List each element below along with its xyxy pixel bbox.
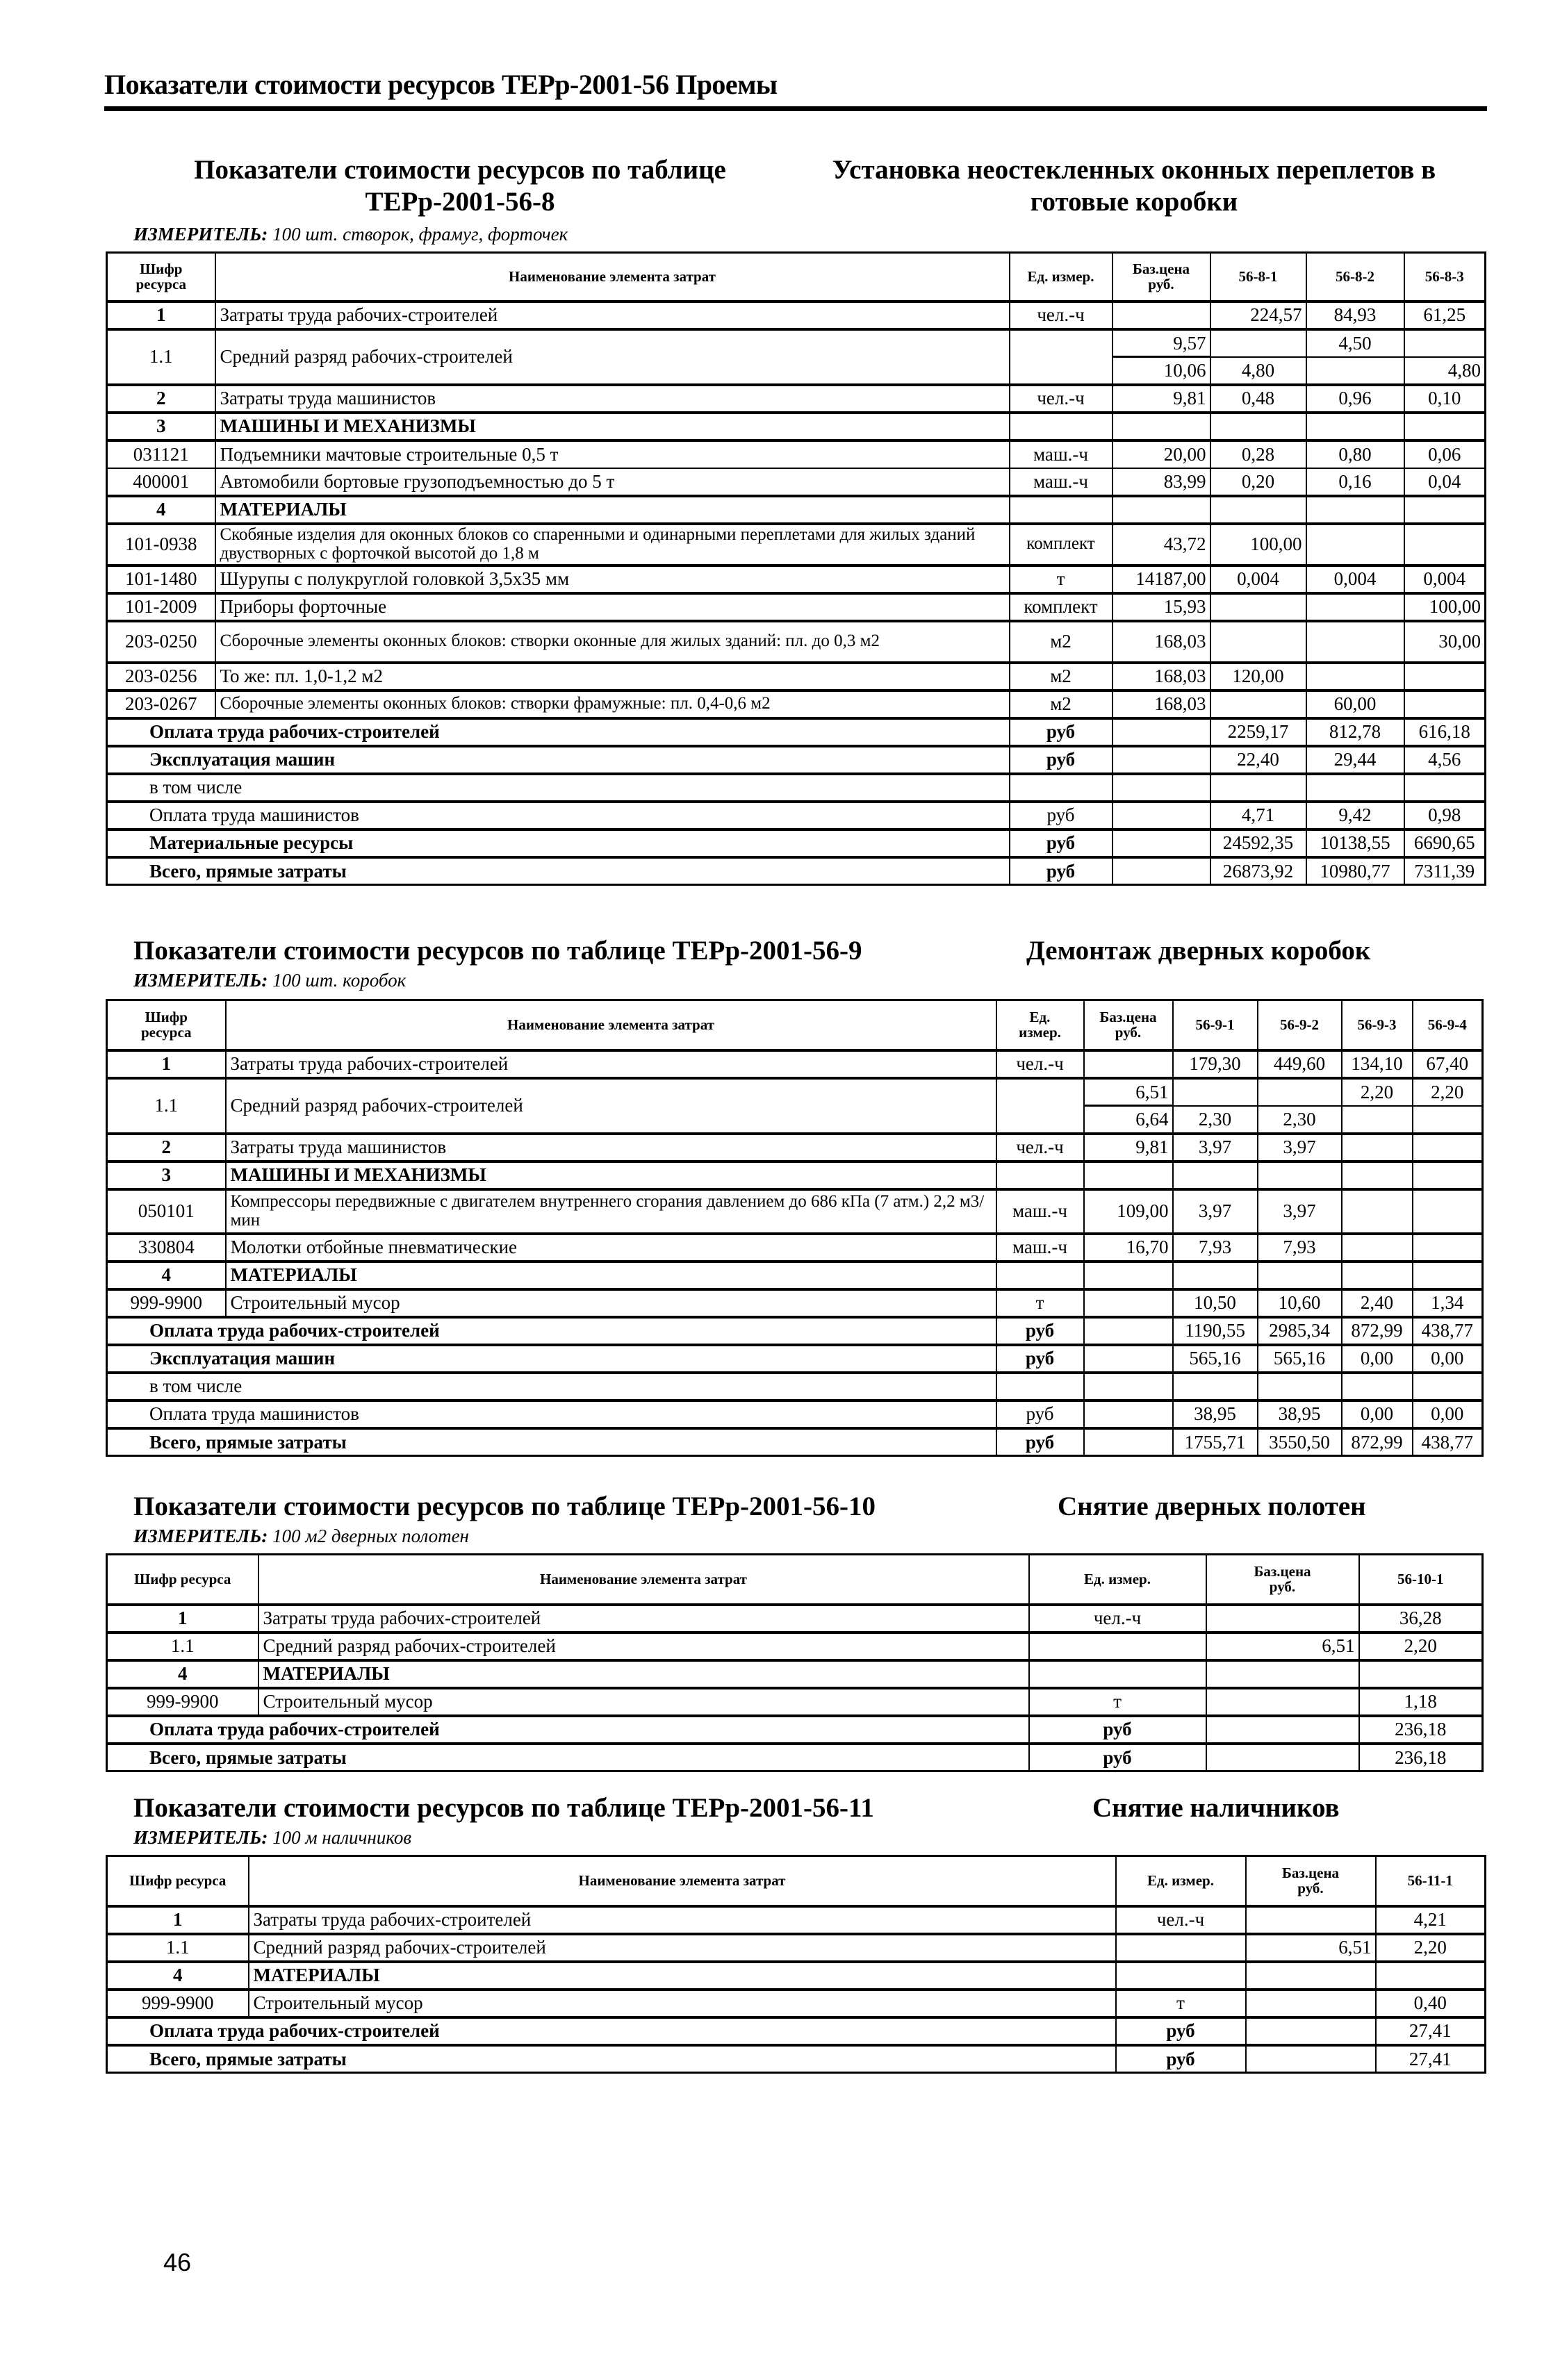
measure-label: ИЗМЕРИТЕЛЬ: [133,1526,268,1546]
summary-row: Оплата труда рабочих-строителей руб 27,41 [107,2017,1486,2045]
title-right-line2: готовые коробки [1030,187,1238,217]
measure-line [133,970,406,991]
measure-value: 100 шт. створок, фрамуг, форточек [272,224,568,245]
table-row: 3 МАШИНЫ И МЕХАНИЗМЫ [107,1162,1483,1189]
col-header-unit: Ед. измер. [1010,253,1112,301]
table-row: 10,06 4,80 4,80 [107,357,1486,385]
section-title [106,935,1486,970]
col-header-56-8-2: 56-8-2 [1306,253,1404,301]
summary-row: в том числе [107,1373,1483,1400]
table-row: 3 МАШИНЫ И МЕХАНИЗМЫ [107,413,1486,440]
table-row: 999-9900 Строительный мусор т 10,50 10,60 2,40 1,34 [107,1289,1483,1317]
col-header-price: Баз.цена руб. [1246,1856,1376,1906]
summary-row: Оплата труда рабочих-строителей руб 2259,17 812,78 616,18 [107,718,1486,746]
measure-label: ИЗМЕРИТЕЛЬ: [133,224,268,245]
col-header-name: Наименование элемента затрат [226,1000,996,1050]
table-row: 4 МАТЕРИАЛЫ [107,496,1486,524]
table-header-row [107,253,1486,301]
col-header-56-9-1: 56-9-1 [1173,1000,1258,1050]
table-row: 1 Затраты труда рабочих-строителей чел.-ч 179,30 449,60 134,10 67,40 [107,1050,1483,1078]
resource-table-56-8 [106,251,1486,886]
section-56-9 [106,935,1486,1453]
table-row: 203-0267 Сборочные элементы оконных блоков: створки фрамужные: пл. 0,4-0,6 м2 м2 168,03 60,00 [107,691,1486,718]
section-title-left: Показатели стоимости ресурсов по таблице ТЕРр-2001-56-11 [133,1793,874,1823]
table-row: 999-9900 Строительный мусор т 1,18 [107,1688,1483,1716]
page-number: 46 [163,2248,192,2276]
col-header-code: Шифр ресурса [107,253,215,301]
table-row: 1.1 Средний разряд рабочих-строителей 6,51 2,20 [107,1934,1486,1962]
table-row: 101-2009 Приборы форточные комплект 15,93 100,00 [107,593,1486,621]
summary-row: Эксплуатация машин руб 565,16 565,16 0,00 0,00 [107,1345,1483,1373]
table-row: 1.1 Средний разряд рабочих-строителей 6,51 2,20 2,20 [107,1078,1483,1106]
table-row: 6,64 2,30 2,30 [107,1106,1483,1134]
summary-row: Материальные ресурсы руб 24592,35 10138,55 6690,65 [107,829,1486,857]
col-header-56-9-4: 56-9-4 [1413,1000,1483,1050]
summary-row: Эксплуатация машин руб 22,40 29,44 4,56 [107,746,1486,774]
section-title-left: Показатели стоимости ресурсов по таблице ТЕРр-2001-56-10 [133,1491,876,1521]
resource-table-56-9 [106,999,1484,1457]
resource-table-56-11 [106,1855,1486,2074]
table-row: 1.1 Средний разряд рабочих-строителей 9,57 4,50 [107,329,1486,357]
summary-row: Всего, прямые затраты руб 27,41 [107,2045,1486,2073]
section-title [106,154,1486,224]
col-header-name: Наименование элемента затрат [215,253,1010,301]
table-row: 4 МАТЕРИАЛЫ [107,1660,1483,1688]
col-header-price: Баз.цена руб. [1206,1555,1359,1605]
table-row: 1.1 Средний разряд рабочих-строителей 6,51 2,20 [107,1633,1483,1660]
col-header-name: Наименование элемента затрат [258,1555,1029,1605]
summary-row: в том числе [107,774,1486,802]
summary-row: Оплата труда рабочих-строителей руб 236,18 [107,1716,1483,1744]
section-56-8 [106,154,1486,882]
col-header-unit: Ед. измер. [996,1000,1084,1050]
measure-value: 100 шт. коробок [272,970,407,991]
col-header-56-9-3: 56-9-3 [1342,1000,1413,1050]
summary-row: Оплата труда машинистов руб 4,71 9,42 0,98 [107,802,1486,829]
col-header-code: Шифр ресурса [107,1555,258,1605]
resource-table-56-10 [106,1553,1484,1772]
col-header-code: Шифр ресурса [107,1856,249,1906]
summary-row: Оплата труда рабочих-строителей руб 1190,55 2985,34 872,99 438,77 [107,1317,1483,1345]
table-row: 101-0938 Скобяные изделия для оконных блоков со спаренными и одинарными переплетами для жилых зданий двустворных с форточкой высотой до 1,8 м комплект 43,72 100,00 [107,524,1486,565]
section-title-left: Показатели стоимости ресурсов по таблице ТЕРр-2001-56-9 [133,936,862,966]
section-title-right: Снятие дверных полотен [1058,1491,1366,1521]
table-row: 050101 Компрессоры передвижные с двигателем внутреннего сгорания давлением до 686 кПа (7 атм.) 2,2 м3/мин маш.-ч 109,00 3,97 3,97 [107,1189,1483,1234]
col-header-56-9-2: 56-9-2 [1258,1000,1342,1050]
col-header-name: Наименование элемента затрат [249,1856,1116,1906]
table-row: 2 Затраты труда машинистов чел.-ч 9,81 0,48 0,96 0,10 [107,385,1486,413]
table-row: 330804 Молотки отбойные пневматические маш.-ч 16,70 7,93 7,93 [107,1234,1483,1262]
table-row: 999-9900 Строительный мусор т 0,40 [107,1990,1486,2017]
section-title [106,1491,1486,1526]
measure-line [133,1526,469,1547]
table-row: 1 Затраты труда рабочих-строителей чел.-ч 224,57 84,93 61,25 [107,301,1486,329]
col-header-code: Шифр ресурса [107,1000,226,1050]
section-title-right: Демонтаж дверных коробок [1026,936,1371,966]
col-header-56-8-1: 56-8-1 [1210,253,1306,301]
measure-line [133,224,568,245]
measure-label: ИЗМЕРИТЕЛЬ: [133,970,268,991]
measure-value: 100 м наличников [272,1827,412,1848]
header-rule [104,106,1487,111]
measure-label: ИЗМЕРИТЕЛЬ: [133,1827,268,1848]
table-row: 400001 Автомобили бортовые грузоподъемностью до 5 т маш.-ч 83,99 0,20 0,16 0,04 [107,468,1486,496]
col-header-unit: Ед. измер. [1116,1856,1246,1906]
table-row: 1 Затраты труда рабочих-строителей чел.-ч 4,21 [107,1906,1486,1934]
table-header-row [107,1000,1483,1050]
summary-row: Всего, прямые затраты руб 236,18 [107,1744,1483,1771]
col-header-56-8-3: 56-8-3 [1404,253,1486,301]
table-header-row [107,1555,1483,1605]
col-header-56-11-1: 56-11-1 [1376,1856,1486,1906]
page-header: Показатели стоимости ресурсов ТЕРр-2001-56 Проемы [104,69,778,100]
section-title-right [783,154,1485,218]
summary-row: Всего, прямые затраты руб 26873,92 10980,77 7311,39 [107,857,1486,885]
title-right-line1: Установка неостекленных оконных переплетов в [832,155,1436,185]
measure-value: 100 м2 дверных полотен [272,1526,469,1546]
section-title-right: Снятие наличников [1092,1793,1340,1823]
table-row: 1 Затраты труда рабочих-строителей чел.-ч 36,28 [107,1605,1483,1633]
table-header-row [107,1856,1486,1906]
table-row: 031121 Подъемники мачтовые строительные 0,5 т маш.-ч 20,00 0,28 0,80 0,06 [107,440,1486,468]
col-header-unit: Ед. измер. [1029,1555,1206,1605]
table-row: 203-0256 То же: пл. 1,0-1,2 м2 м2 168,03 120,00 [107,663,1486,691]
table-row: 203-0250 Сборочные элементы оконных блоков: створки оконные для жилых зданий: пл. до 0,3 м2 м2 168,03 30,00 [107,621,1486,663]
section-56-10 [106,1491,1486,1768]
title-left-line2: ТЕРр-2001-56-8 [365,187,555,217]
table-row: 4 МАТЕРИАЛЫ [107,1962,1486,1990]
section-56-11 [106,1792,1486,2069]
table-row: 4 МАТЕРИАЛЫ [107,1262,1483,1289]
col-header-price: Баз.цена руб. [1084,1000,1173,1050]
summary-row: Оплата труда машинистов руб 38,95 38,95 0,00 0,00 [107,1400,1483,1428]
section-title-left [137,154,783,218]
title-left-line1: Показатели стоимости ресурсов по таблице [194,155,726,185]
summary-row: Всего, прямые затраты руб 1755,71 3550,50 872,99 438,77 [107,1428,1483,1456]
measure-line [133,1827,411,1849]
col-header-56-10-1: 56-10-1 [1359,1555,1483,1605]
table-row: 2 Затраты труда машинистов чел.-ч 9,81 3,97 3,97 [107,1134,1483,1162]
table-row: 101-1480 Шурупы с полукруглой головкой 3,5x35 мм т 14187,00 0,004 0,004 0,004 [107,565,1486,593]
col-header-price: Баз.цена руб. [1112,253,1210,301]
section-title [106,1792,1486,1827]
